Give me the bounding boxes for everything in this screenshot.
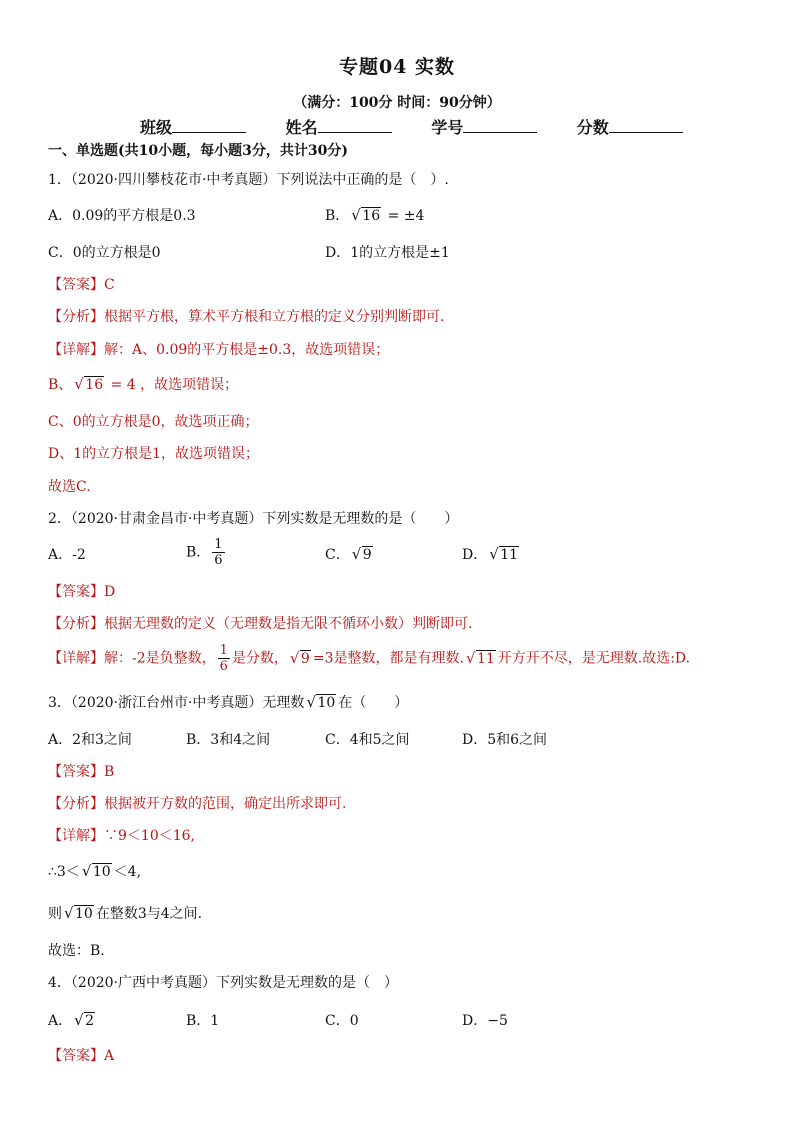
q4-answer: 【答案】A: [48, 1048, 115, 1064]
q2-option-c: C． √ 9: [325, 545, 372, 563]
q3-answer: 【答案】B: [48, 764, 115, 780]
q4-option-c: C．0: [325, 1013, 359, 1029]
q1-detail: 【详解】解：A、0.09的平方根是±0.3，故选项错误；: [48, 342, 390, 358]
q3-stem: 3．（2020·浙江台州市·中考真题）无理数 √ 10 在（ ）: [48, 693, 409, 711]
q2-option-d: D． √ 11: [462, 545, 519, 563]
q4-option-d: D．−5: [462, 1013, 508, 1029]
sqrt-symbol: √ 11: [489, 545, 519, 563]
q3-then: 则 √ 10 在整数3与4之间.: [48, 904, 203, 922]
q1-option-a: A．0.09的平方根是0.3: [48, 208, 196, 224]
q1-conclusion: 故选C.: [48, 479, 91, 495]
q4-option-a: A． √ 2: [48, 1011, 95, 1029]
q4-option-b: B．1: [186, 1013, 220, 1029]
sqrt-symbol: √ 10: [81, 862, 111, 880]
q1-detail-d: D、1的立方根是1，故选项错误；: [48, 446, 260, 462]
sqrt-symbol: √ 16: [351, 206, 381, 224]
page-title: 专题04 实数: [338, 56, 456, 78]
exam-info: （满分：100分 时间：90分钟）: [293, 95, 501, 111]
class-field[interactable]: 班级: [140, 115, 246, 138]
q2-analysis: 【分析】根据无理数的定义（无理数是指无限不循环小数）判断即可.: [48, 616, 473, 632]
q1-detail-c: C、0的立方根是0，故选项正确；: [48, 414, 259, 430]
q2-detail: 【详解】解：-2是负整数， $\frac{1}{6}$ 是分数， √ 9 =3是整数，都是有理数. √ 11 开方开不尽，是无理数.故选:D.: [48, 643, 691, 674]
q3-step: ∴3＜ √ 10 ＜4,: [48, 862, 142, 880]
q1-stem: 1．（2020·四川攀枝花市·中考真题）下列说法中正确的是（ ）.: [48, 172, 449, 188]
q4-stem: 4．（2020·广西中考真题）下列实数是无理数的是（ ）: [48, 975, 398, 991]
q1-analysis: 【分析】根据平方根，算术平方根和立方根的定义分别判断即可.: [48, 309, 445, 325]
sqrt-symbol: √ 10: [64, 904, 93, 922]
section-heading: 一、单选题(共10小题，每小题3分，共计30分): [48, 143, 348, 159]
q3-detail: 【详解】∵9＜10＜16,: [48, 828, 195, 844]
q1-detail-b: B、 √ 16 = 4 ，故选项错误；: [48, 375, 239, 393]
score-field[interactable]: 分数: [577, 115, 683, 138]
q1-option-b: B． √ 16 = ±4: [325, 206, 425, 224]
q1-answer: 【答案】C: [48, 277, 115, 293]
q3-analysis: 【分析】根据被开方数的范围，确定出所求即可.: [48, 796, 347, 812]
sqrt-symbol: √ 9: [289, 648, 310, 667]
sqrt-symbol: √ 10: [306, 693, 336, 711]
q3-option-c: C．4和5之间: [325, 732, 410, 748]
student-id-field[interactable]: 学号: [431, 115, 537, 138]
sqrt-symbol: √ 9: [351, 545, 372, 563]
q3-option-b: B．3和4之间: [186, 732, 271, 748]
q2-option-a: A．-2: [48, 547, 86, 563]
sqrt-symbol: √ 2: [74, 1011, 95, 1029]
sqrt-symbol: √ 16: [74, 375, 104, 393]
fraction: $\frac{1}{6}$: [219, 643, 228, 674]
q2-stem: 2．（2020·甘肃金昌市·中考真题）下列实数是无理数的是（ ）: [48, 511, 459, 527]
fraction: $\frac{1}{6}$: [214, 537, 223, 568]
q3-conclusion: 故选：B.: [48, 943, 105, 959]
q1-option-d: D．1的立方根是±1: [325, 245, 450, 261]
q1-option-c: C．0的立方根是0: [48, 245, 161, 261]
q2-answer: 【答案】D: [48, 584, 116, 600]
student-info-fields: [140, 115, 717, 138]
q3-option-a: A．2和3之间: [48, 732, 132, 748]
q2-option-b: B． $\frac{1}{6}$: [186, 537, 223, 568]
name-field[interactable]: 姓名: [286, 115, 392, 138]
q3-option-d: D．5和6之间: [462, 732, 548, 748]
sqrt-symbol: √ 11: [465, 648, 495, 667]
